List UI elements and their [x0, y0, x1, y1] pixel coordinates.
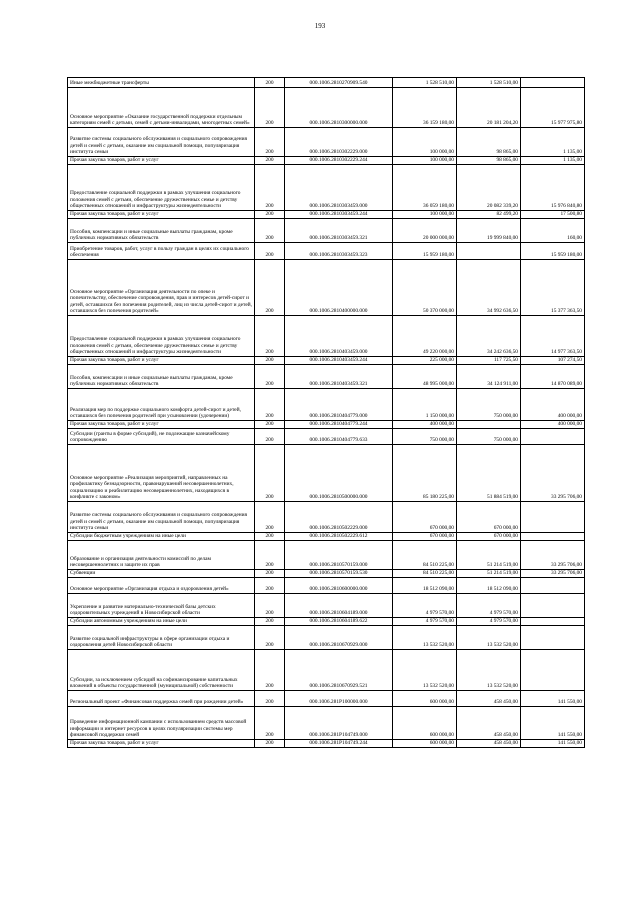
row-code: 200	[255, 88, 285, 128]
row-kvr: 000.1006.2810604189.622	[285, 618, 393, 626]
row-executed-value: 458 450,00	[457, 740, 521, 748]
row-code: 200	[255, 219, 285, 243]
row-remaining-value: 15 977 975,80	[521, 88, 585, 128]
row-plan-value: 600 000,00	[393, 707, 457, 740]
row-remaining-value: 15 377 363,50	[521, 260, 585, 316]
row-kvr: 000.1006.2810404779.633	[285, 429, 393, 445]
row-kvr: 000.1006.2810670929.521	[285, 650, 393, 691]
table-row	[68, 618, 585, 626]
row-name: Развитие системы социального обслуживания и социального сопровождения детей и семей с детьми, оказание им социальной помощи, популяризация института семьи	[68, 128, 255, 157]
row-plan-value: 100 000,00	[393, 211, 457, 219]
row-plan-value: 48 995 000,00	[393, 365, 457, 389]
row-code: 200	[255, 316, 285, 357]
table-row	[68, 128, 585, 157]
row-kvr: 000.1006.2810302229.244	[285, 157, 393, 165]
row-plan-value: 85 180 225,00	[393, 445, 457, 502]
row-executed-value: 82 499,20	[457, 211, 521, 219]
row-plan-value: 1 528 510,00	[393, 78, 457, 88]
row-kvr: 000.1006.2810404779.000	[285, 389, 393, 421]
row-code: 200	[255, 541, 285, 570]
row-executed-value: 98 865,00	[457, 128, 521, 157]
row-name: Предоставление социальной поддержки в рамках улучшения социального положения семей с детьми, обеспечение дружественных семье и детству общественных отношений и инфраструктуры жизнедеятельности	[68, 165, 255, 211]
row-executed-value: 13 532 520,00	[457, 650, 521, 691]
row-executed-value: 670 000,00	[457, 502, 521, 533]
row-remaining-value	[521, 626, 585, 650]
table-row	[68, 570, 585, 578]
row-name: Субсидии автономным учреждениям на иные цели	[68, 618, 255, 626]
row-remaining-value: 160,00	[521, 219, 585, 243]
page-number: 193	[314, 22, 326, 30]
row-kvr: 000.1006.281P104749.244	[285, 740, 393, 748]
row-plan-value: 670 000,00	[393, 533, 457, 541]
row-name: Прочая закупка товаров, работ и услуг	[68, 740, 255, 748]
row-remaining-value: 141 550,00	[521, 691, 585, 707]
table-row	[68, 541, 585, 570]
row-plan-value: 4 979 570,00	[393, 618, 457, 626]
row-name: Прочая закупка товаров, работ и услуг	[68, 421, 255, 429]
row-remaining-value: 141 550,00	[521, 740, 585, 748]
row-remaining-value	[521, 594, 585, 618]
row-kvr: 000.1006.2810404779.244	[285, 421, 393, 429]
row-kvr: 000.1006.2810300000.000	[285, 88, 393, 128]
row-remaining-value	[521, 429, 585, 445]
row-kvr: 000.1006.2810600000.000	[285, 578, 393, 594]
row-name: Основное мероприятие «Организация отдыха и оздоровления детей»	[68, 578, 255, 594]
row-code: 200	[255, 650, 285, 691]
row-plan-value: 4 979 570,00	[393, 594, 457, 618]
row-kvr: 000.1006.2810570159.000	[285, 541, 393, 570]
row-executed-value: 4 979 570,00	[457, 594, 521, 618]
row-kvr: 000.1006.2810500000.000	[285, 445, 393, 502]
table-row	[68, 594, 585, 618]
table-row	[68, 707, 585, 740]
row-executed-value	[457, 421, 521, 429]
row-executed-value: 1 528 510,00	[457, 78, 521, 88]
row-remaining-value: 15 959 180,00	[521, 243, 585, 260]
row-executed-value: 750 000,00	[457, 429, 521, 445]
row-plan-value: 84 510 225,00	[393, 570, 457, 578]
row-name: Субсидии, за исключением субсидий на софинансирование капитальных вложений в объекты государственной (муниципальной) собственности	[68, 650, 255, 691]
row-remaining-value: 14 870 089,00	[521, 365, 585, 389]
table-row	[68, 165, 585, 211]
row-plan-value: 600 000,00	[393, 740, 457, 748]
row-code: 200	[255, 429, 285, 445]
table-row	[68, 211, 585, 219]
row-kvr: 000.1006.2810502229.000	[285, 502, 393, 533]
row-remaining-value: 14 977 363,50	[521, 316, 585, 357]
row-plan-value: 20 000 000,00	[393, 219, 457, 243]
row-name: Основное мероприятие «Оказание государственной поддержки отдельным категориям семей с детьми, семей с детьми-инвалидами, многодетных семей»	[68, 88, 255, 128]
row-plan-value: 49 220 000,00	[393, 316, 457, 357]
row-code: 200	[255, 365, 285, 389]
row-name: Субсидии бюджетным учреждениям на иные цели	[68, 533, 255, 541]
row-remaining-value	[521, 578, 585, 594]
row-kvr: 000.1006.281030З459.000	[285, 165, 393, 211]
table-row	[68, 260, 585, 316]
row-code: 200	[255, 445, 285, 502]
row-code: 200	[255, 211, 285, 219]
row-executed-value: 458 450,00	[457, 707, 521, 740]
row-code: 200	[255, 570, 285, 578]
row-remaining-value: 33 295 706,00	[521, 570, 585, 578]
row-plan-value: 670 000,00	[393, 502, 457, 533]
row-executed-value: 20 181 204,20	[457, 88, 521, 128]
row-executed-value: 51 214 519,00	[457, 570, 521, 578]
row-remaining-value: 17 500,80	[521, 211, 585, 219]
row-remaining-value: 141 550,00	[521, 707, 585, 740]
row-plan-value: 100 000,00	[393, 157, 457, 165]
row-name: Прочая закупка товаров, работ и услуг	[68, 157, 255, 165]
row-remaining-value: 1 135,00	[521, 128, 585, 157]
row-name: Прочая закупка товаров, работ и услуг	[68, 211, 255, 219]
row-code: 200	[255, 502, 285, 533]
row-remaining-value	[521, 78, 585, 88]
table-row	[68, 691, 585, 707]
row-name: Укрепление и развитие материально-технической базы детских оздоровительных учреждений в Новосибирской области	[68, 594, 255, 618]
row-code: 200	[255, 260, 285, 316]
row-code: 200	[255, 691, 285, 707]
table-row	[68, 421, 585, 429]
row-plan-value: 400 000,00	[393, 421, 457, 429]
row-name: Региональный проект «Финансовая поддержка семей при рождении детей»	[68, 691, 255, 707]
row-remaining-value: 107 274,50	[521, 357, 585, 365]
row-kvr: 000.1006.2810270909.540	[285, 78, 393, 88]
table-row	[68, 626, 585, 650]
row-code: 200	[255, 357, 285, 365]
row-code: 200	[255, 533, 285, 541]
table-row	[68, 243, 585, 260]
row-plan-value: 13 532 520,00	[393, 650, 457, 691]
table-row	[68, 533, 585, 541]
row-plan-value: 50 370 000,00	[393, 260, 457, 316]
row-remaining-value	[521, 533, 585, 541]
row-kvr: 000.1006.281P100000.000	[285, 691, 393, 707]
row-executed-value: 19 999 840,00	[457, 219, 521, 243]
row-remaining-value	[521, 618, 585, 626]
row-remaining-value: 33 295 706,00	[521, 541, 585, 570]
row-code: 200	[255, 740, 285, 748]
row-remaining-value: 1 135,00	[521, 157, 585, 165]
row-plan-value: 100 000,00	[393, 128, 457, 157]
row-kvr: 000.1006.2810302229.000	[285, 128, 393, 157]
row-name: Пособия, компенсации и иные социальные выплаты гражданам, кроме публичных нормативных обязательств	[68, 365, 255, 389]
row-kvr: 000.1006.2810403459.000	[285, 316, 393, 357]
row-name: Реализация мер по поддержке социального комфорта детей-сирот и детей, оставшихся без попечения родителей при усыновлении (удочерении)	[68, 389, 255, 421]
table-row	[68, 78, 585, 88]
row-code: 200	[255, 128, 285, 157]
row-plan-value: 84 510 225,00	[393, 541, 457, 570]
row-executed-value: 51 214 519,00	[457, 541, 521, 570]
row-kvr: 000.1006.281030З459.244	[285, 211, 393, 219]
table-row	[68, 357, 585, 365]
row-kvr: 000.1006.2810403459.321	[285, 365, 393, 389]
row-name: Образование и организация деятельности комиссий по делам несовершеннолетних и защите их прав	[68, 541, 255, 570]
row-code: 200	[255, 157, 285, 165]
row-name: Пособия, компенсации и иные социальные выплаты гражданам, кроме публичных нормативных обязательств	[68, 219, 255, 243]
row-executed-value: 13 532 520,00	[457, 626, 521, 650]
row-name: Приобретение товаров, работ, услуг в пользу граждан в целях их социального обеспечения	[68, 243, 255, 260]
row-plan-value: 225 000,00	[393, 357, 457, 365]
row-plan-value: 18 512 090,00	[393, 578, 457, 594]
row-code: 200	[255, 421, 285, 429]
table-row	[68, 365, 585, 389]
row-plan-value: 13 532 520,00	[393, 626, 457, 650]
row-name: Основное мероприятие «Реализация мероприятий, направленных на профилактику безнадзорности, правонарушений несовершеннолетних, социализацию и реабилитацию несовершеннолетних, находящихся в конфликте с законом»	[68, 445, 255, 502]
row-kvr: 000.1006.2810502229.612	[285, 533, 393, 541]
row-code: 200	[255, 78, 285, 88]
row-remaining-value: 33 295 706,00	[521, 445, 585, 502]
row-remaining-value	[521, 502, 585, 533]
row-executed-value: 750 000,00	[457, 389, 521, 421]
row-executed-value: 670 000,00	[457, 533, 521, 541]
table-row	[68, 429, 585, 445]
row-plan-value: 1 150 000,00	[393, 389, 457, 421]
table-row	[68, 316, 585, 357]
row-kvr: 000.1006.281030З459.321	[285, 219, 393, 243]
row-code: 200	[255, 594, 285, 618]
row-code: 200	[255, 707, 285, 740]
row-executed-value: 4 979 570,00	[457, 618, 521, 626]
table-row	[68, 219, 585, 243]
table-row	[68, 389, 585, 421]
row-code: 200	[255, 578, 285, 594]
row-name: Проведение информационной кампании с использованием средств массовой информации и интернет ресурсов в целях популяризации системы мер финансовой поддержки семей	[68, 707, 255, 740]
row-name: Иные межбюджетные трансферты	[68, 78, 255, 88]
row-remaining-value	[521, 650, 585, 691]
row-name: Субвенции	[68, 570, 255, 578]
row-executed-value: 458 450,00	[457, 691, 521, 707]
row-executed-value: 51 884 519,00	[457, 445, 521, 502]
row-executed-value: 34 992 636,50	[457, 260, 521, 316]
row-name: Прочая закупка товаров, работ и услуг	[68, 357, 255, 365]
row-name: Развитие системы социального обслуживания и социального сопровождения детей и семей с детьми, оказание им социальной помощи, популяризация института семьи	[68, 502, 255, 533]
row-name: Предоставление социальной поддержки в рамках улучшения социального положения семей с детьми, обеспечение дружественных семье и детству общественных отношений и инфраструктуры жизнедеятельности	[68, 316, 255, 357]
row-name: Развитие социальной инфраструктуры в сфере организации отдыха и оздоровления детей Новосибирской области	[68, 626, 255, 650]
row-remaining-value: 15 976 840,80	[521, 165, 585, 211]
row-plan-value: 750 000,00	[393, 429, 457, 445]
row-name: Субсидии (гранты в форме субсидий), не подлежащие казначейскому сопровождению	[68, 429, 255, 445]
row-executed-value: 117 725,50	[457, 357, 521, 365]
table-row	[68, 157, 585, 165]
row-code: 200	[255, 618, 285, 626]
row-kvr: 000.1006.2810570159.530	[285, 570, 393, 578]
table-row	[68, 650, 585, 691]
row-name: Основное мероприятие «Организация деятельности по опеке и попечительству, обеспечение сопровождения, прав и интересов детей-сирот и детей, оставшихся без попечения родителей, лиц из числа детей-сирот и детей, оставшихся без попечения родителей»	[68, 260, 255, 316]
row-kvr: 000.1006.281030З459.323	[285, 243, 393, 260]
row-code: 200	[255, 389, 285, 421]
row-remaining-value: 400 000,00	[521, 421, 585, 429]
row-executed-value: 98 865,00	[457, 157, 521, 165]
budget-table	[67, 77, 585, 748]
row-executed-value: 34 242 636,50	[457, 316, 521, 357]
row-code: 200	[255, 243, 285, 260]
row-kvr: 000.1006.2810604189.000	[285, 594, 393, 618]
row-plan-value: 36 159 180,00	[393, 88, 457, 128]
table-row	[68, 578, 585, 594]
row-plan-value: 15 959 180,00	[393, 243, 457, 260]
row-executed-value: 34 124 911,00	[457, 365, 521, 389]
row-executed-value: 18 512 090,00	[457, 578, 521, 594]
row-code: 200	[255, 626, 285, 650]
table-row	[68, 445, 585, 502]
row-kvr: 000.1006.2810670929.000	[285, 626, 393, 650]
row-remaining-value: 400 000,00	[521, 389, 585, 421]
table-row	[68, 502, 585, 533]
row-executed-value: 20 082 339,20	[457, 165, 521, 211]
row-plan-value: 36 059 180,00	[393, 165, 457, 211]
row-kvr: 000.1006.281P104749.000	[285, 707, 393, 740]
row-kvr: 000.1006.2810403459.244	[285, 357, 393, 365]
row-executed-value	[457, 243, 521, 260]
table-row	[68, 88, 585, 128]
row-kvr: 000.1006.2810400000.000	[285, 260, 393, 316]
row-plan-value: 600 000,00	[393, 691, 457, 707]
table-row	[68, 740, 585, 748]
row-code: 200	[255, 165, 285, 211]
